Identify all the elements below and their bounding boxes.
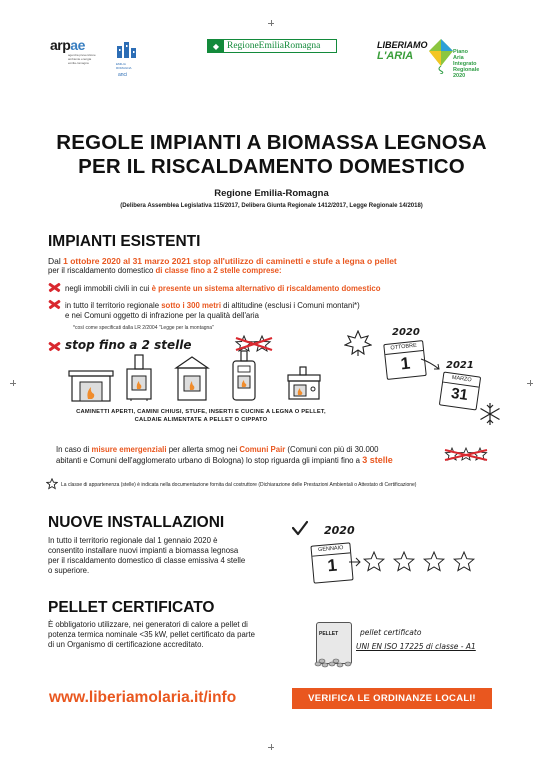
liberiamo-line1: LIBERIAMO xyxy=(377,40,428,50)
rer-logo-text: RegioneEmiliaRomagna xyxy=(227,41,321,51)
registration-mark xyxy=(10,380,16,386)
calendar-marzo: MARZO 31 xyxy=(439,372,481,411)
esistenti-intro: Dal 1 ottobre 2020 al 31 marzo 2021 stop all'utilizzo di caminetti e stufe a legna o pellet per il riscaldamento domestico di classe fino a 2 stelle comprese: xyxy=(48,256,397,275)
liberiamo-aria-logo xyxy=(377,40,428,62)
page-title: REGOLE IMPIANTI A BIOMASSA LEGNOSA PER IL RISCALDAMENTO DOMESTICO xyxy=(56,131,487,178)
red-cross-icon xyxy=(48,282,60,292)
autumn-leaf-icon xyxy=(344,330,372,356)
pellet-handwritten-1: pellet certificato xyxy=(360,628,422,637)
arrow-icon xyxy=(420,356,442,372)
regione-emilia-romagna-logo xyxy=(207,39,337,53)
piano-aria-kite-icon xyxy=(428,38,454,74)
insert-stove-icon xyxy=(174,356,210,402)
anci-word: anci xyxy=(118,72,128,78)
pellet-stove-icon xyxy=(230,350,258,402)
misure-emergenziali-text: In caso di misure emergenziali per allerta smog nei Comuni Pair (Comuni con più di 30.000 abitanti e Comuni dell'agglomerato urbano di Bologna) lo stop riguarda gli impianti fino a 3 stelle xyxy=(56,445,393,465)
pellet-handwritten-2: UNI EN ISO 17225 di classe - A1 xyxy=(356,642,476,651)
pellet-pile-icon xyxy=(312,658,356,668)
arpae-subtitle: agenzia prevenzione ambiente energia emilia-romagna xyxy=(68,53,96,65)
heading-pellet-certificato: PELLET CERTIFICATO xyxy=(48,599,215,616)
arpae-logo: arpae xyxy=(50,37,85,53)
heading-impianti-esistenti: IMPIANTI ESISTENTI xyxy=(48,233,201,250)
calendar-year-2020-nuove: 2020 xyxy=(324,524,355,537)
registration-mark xyxy=(268,20,274,26)
liberiamo-line2: L'ARIA xyxy=(377,50,414,62)
four-stars-icon xyxy=(362,550,480,574)
stop-fino-2-stelle: stop fino a 2 stelle xyxy=(65,338,192,352)
montagna-note: *così come specificati dalla LR 2/2004 "Legge per la montagna" xyxy=(73,325,214,331)
crossed-three-stars-icon xyxy=(444,446,488,464)
esistenti-item-2: in tutto il territorio regionale sotto i 300 metri di altitudine (esclusi i Comuni montani*) e nei Comuni oggetto di infrazione per la qualità dell'aria xyxy=(65,301,360,320)
esistenti-item-1: negli immobili civili in cui è presente un sistema alternativo di riscaldamento domestico xyxy=(65,284,381,293)
calendar-gennaio: GENNAIO 1 xyxy=(310,542,353,583)
registration-mark xyxy=(268,744,274,750)
anci-logo-icon xyxy=(115,40,139,60)
piano-aria-text: Piano Aria Integrato Regionale 2020 xyxy=(453,49,480,79)
nuove-text: In tutto il territorio regionale dal 1 gennaio 2020 è consentito installare nuovi impianti a biomassa legnosa per il riscaldamento domestico di classe emissiva 4 stelle o superiore. xyxy=(48,536,246,575)
closed-fireplace-icon xyxy=(125,354,153,402)
heading-nuove-installazioni: NUOVE INSTALLAZIONI xyxy=(48,514,225,531)
calendar-ottobre: OTTOBRE 1 xyxy=(383,340,427,380)
verifica-ordinanze-banner: VERIFICA LE ORDINANZE LOCALI! xyxy=(292,688,492,709)
calendar-year-2020: 2020 xyxy=(392,327,420,338)
anci-subtitle: EMILIA ROMAGNA xyxy=(116,62,132,70)
red-cross-icon xyxy=(48,299,60,309)
pellet-bag-icon: PELLET xyxy=(316,622,352,664)
registration-mark xyxy=(527,380,533,386)
cooking-stove-icon xyxy=(286,366,322,402)
red-cross-icon xyxy=(48,341,60,351)
rer-emblem-icon: ◆ xyxy=(208,40,224,52)
open-fireplace-icon xyxy=(68,370,114,402)
calendar-year-2021: 2021 xyxy=(446,360,474,371)
impianti-caption: CAMINETTI APERTI, CAMINI CHIUSI, STUFE, INSERTI E CUCINE A LEGNA O PELLET, CALDAIE ALIMENTATE A PELLET O CIPPATO xyxy=(76,409,326,423)
snowflake-icon xyxy=(478,402,502,426)
star-outline-icon xyxy=(46,478,58,490)
check-mark-icon xyxy=(292,520,308,536)
pellet-text: È obbligatorio utilizzare, nei generatori di calore a pellet di potenza termica nominale <35 kW, pellet certificato da parte di un Organismo di certificazione accreditato. xyxy=(48,620,255,649)
page-subtitle: Regione Emilia-Romagna xyxy=(214,188,329,199)
classe-note: La classe di appartenenza (stelle) è indicata nella documentazione fornita dal costruttore (Dichiarazione delle Prestazioni Ambientali o Attestato di Certificazione) xyxy=(61,482,417,488)
arrow-icon xyxy=(348,556,362,568)
website-link[interactable]: www.liberiamolaria.it/info xyxy=(49,689,237,706)
delibera-reference: (Delibera Assemblea Legislativa 115/2017, Delibera Giunta Regionale 1412/2017, Legge Regionale 14/2018) xyxy=(120,203,423,209)
